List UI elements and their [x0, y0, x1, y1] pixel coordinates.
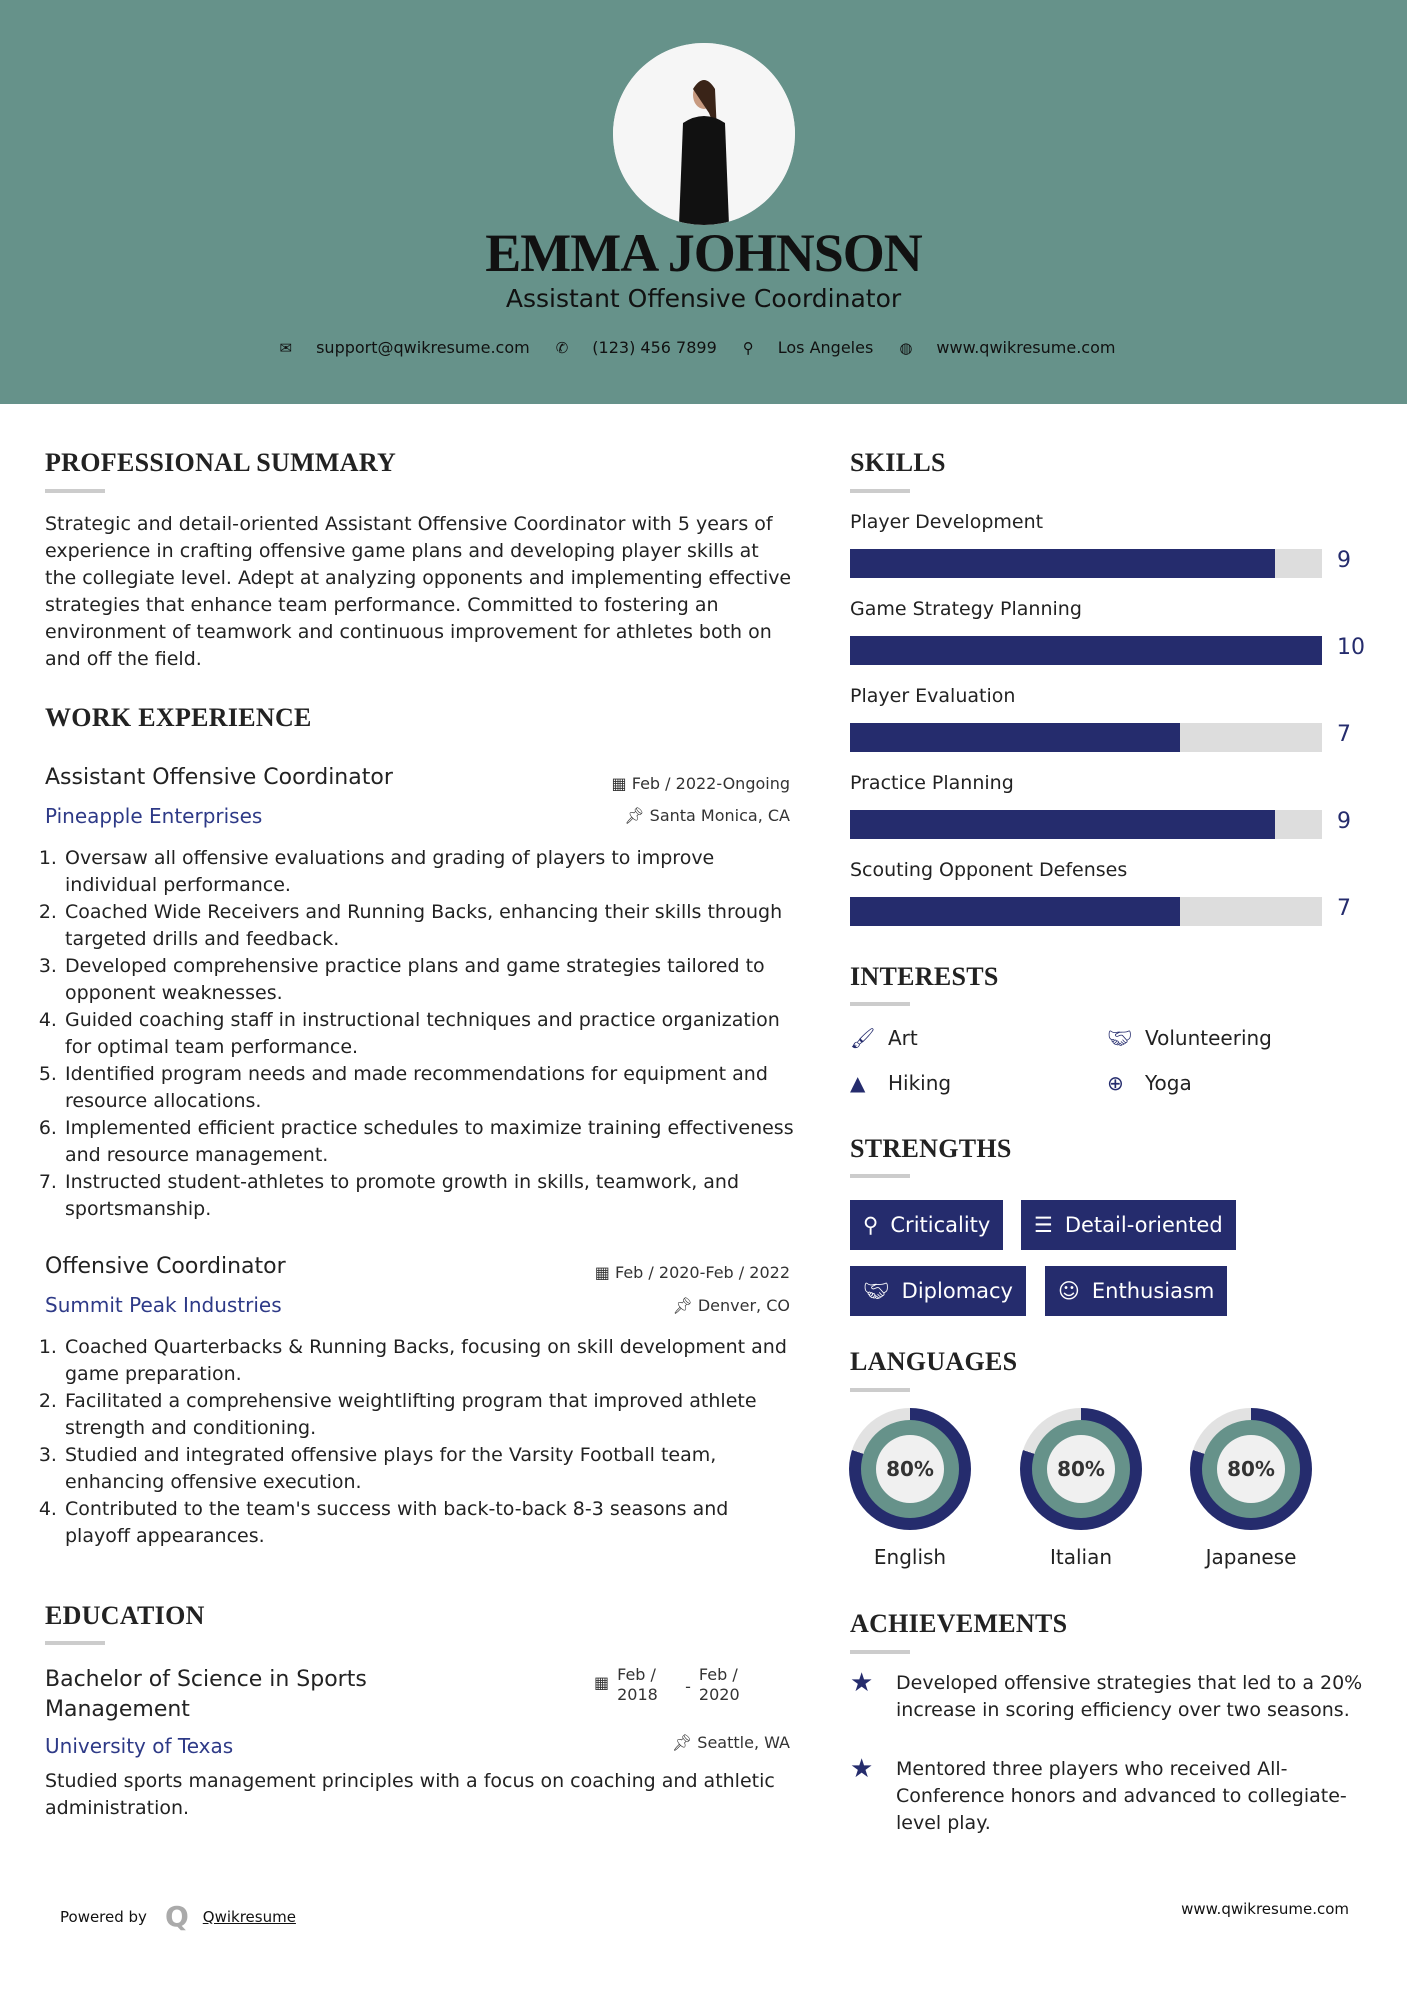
school-name: University of Texas — [45, 1734, 234, 1758]
interest-label: Volunteering — [1145, 1026, 1272, 1050]
skill-value: 10 — [1337, 635, 1365, 660]
languages-heading: LANGUAGES — [850, 1347, 1018, 1376]
lifebuoy-icon: ⊕ — [1107, 1071, 1124, 1095]
achievement-item — [850, 1670, 1370, 1724]
contact-bar — [0, 338, 1407, 357]
skill-bar — [850, 636, 1322, 665]
calendar-icon: ▦ — [594, 1263, 615, 1282]
job-bullets — [45, 845, 795, 1223]
language-label: Japanese — [1205, 1545, 1297, 1569]
list-item: 1. Coached Quarterbacks & Running Backs, focusing on skill development and game preparation. — [63, 1334, 795, 1388]
skill-bar — [850, 723, 1322, 752]
list-item: 2. Coached Wide Receivers and Running Backs, enhancing their skills through targeted drills and feedback. — [63, 899, 795, 953]
interest-item — [850, 1071, 951, 1095]
heading-underline — [45, 1641, 105, 1645]
list-item: 6. Implemented efficient practice schedules to maximize training effectiveness and resource management. — [63, 1115, 795, 1169]
list-item: 4. Contributed to the team's success with back-to-back 8-3 seasons and playoff appearances. — [63, 1496, 795, 1550]
skill-bar — [850, 897, 1322, 926]
pin-icon: 📌︎ — [671, 1733, 698, 1752]
skill-label: Player Development — [850, 511, 1044, 533]
contact-location: Los Angeles — [777, 338, 874, 357]
map-marker-icon: ⚲ — [742, 338, 754, 357]
contact-email[interactable]: support@qwikresume.com — [316, 338, 530, 357]
star-icon: ★ — [850, 1754, 874, 1784]
summary-text: Strategic and detail-oriented Assistant Offensive Coordinator with 5 years of experience in crafting offensive game plans and developing player skills at the collegiate level. Adept at analyzing opponents and implementing effective strategies that enhance team performance. Committed to fostering an environment of teamwork and continuous improvement for athletes both on and off the field. — [45, 513, 792, 670]
job-location: 📌︎ Santa Monica, CA — [624, 806, 790, 825]
skill-label: Practice Planning — [850, 772, 1014, 794]
tree-icon: ▲ — [850, 1071, 866, 1095]
language-percent: 80% — [1047, 1435, 1115, 1503]
skill-bar-fill — [850, 723, 1180, 752]
skills-heading: SKILLS — [850, 448, 946, 477]
strengths-heading: STRENGTHS — [850, 1134, 1012, 1163]
handshake-icon: 🤝︎ — [1107, 1026, 1133, 1050]
footer-branding — [60, 1900, 296, 1933]
language-donut — [1020, 1408, 1142, 1530]
skill-value: 9 — [1337, 809, 1351, 834]
language-percent: 80% — [1217, 1435, 1285, 1503]
interest-item — [1107, 1071, 1192, 1095]
skill-value: 7 — [1337, 722, 1351, 747]
language-donut — [1190, 1408, 1312, 1530]
job-bullets — [45, 1334, 795, 1550]
summary-heading: PROFESSIONAL SUMMARY — [45, 448, 397, 477]
language-percent: 80% — [876, 1435, 944, 1503]
strength-label: Detail-oriented — [1064, 1213, 1223, 1237]
education-end: Feb / 2020 — [698, 1665, 740, 1704]
heading-underline — [45, 489, 105, 493]
achievements-heading: ACHIEVEMENTS — [850, 1609, 1068, 1638]
list-icon: ☰ — [1034, 1213, 1053, 1237]
strength-chip — [1045, 1266, 1227, 1316]
experience-heading: WORK EXPERIENCE — [45, 703, 312, 732]
skill-bar-fill — [850, 810, 1275, 839]
heading-underline — [850, 1388, 910, 1392]
resume-header — [0, 0, 1407, 404]
list-item: 1. Oversaw all offensive evaluations and grading of players to improve individual performance. — [63, 845, 795, 899]
interests-heading: INTERESTS — [850, 962, 999, 991]
job-title: Offensive Coordinator — [45, 1254, 286, 1279]
company-name: Summit Peak Industries — [45, 1293, 282, 1317]
calendar-icon: ▦ — [611, 774, 632, 793]
skill-label: Scouting Opponent Defenses — [850, 859, 1128, 881]
education-heading: EDUCATION — [45, 1601, 205, 1630]
company-name: Pineapple Enterprises — [45, 804, 263, 828]
skill-label: Game Strategy Planning — [850, 598, 1082, 620]
handshake-icon: 🤝︎ — [863, 1278, 890, 1303]
job-title: Assistant Offensive Coordinator — [45, 765, 393, 790]
heading-underline — [850, 1002, 910, 1006]
envelope-icon: ✉ — [279, 338, 293, 357]
interest-item — [850, 1026, 918, 1050]
contact-phone[interactable]: (123) 456 7899 — [592, 338, 717, 357]
footer-site-link[interactable]: www.qwikresume.com — [1181, 1900, 1349, 1918]
skill-bar — [850, 549, 1322, 578]
date-separator: - — [685, 1677, 691, 1696]
contact-website[interactable]: www.qwikresume.com — [936, 338, 1116, 357]
strength-chip — [850, 1200, 1003, 1250]
language-label: English — [873, 1545, 947, 1569]
job-dates: ▦ Feb / 2022-Ongoing — [611, 774, 790, 793]
heading-underline — [850, 489, 910, 493]
education-text: Studied sports management principles with a focus on coaching and athletic administration. — [45, 1770, 775, 1819]
skill-value: 7 — [1337, 896, 1351, 921]
skill-bar-fill — [850, 549, 1275, 578]
globe-icon: ◍ — [899, 338, 913, 357]
list-item: 3. Studied and integrated offensive plays for the Varsity Football team, enhancing offensive execution. — [63, 1442, 795, 1496]
paintbrush-icon: 🖌︎ — [850, 1026, 876, 1050]
education-dates — [594, 1665, 759, 1705]
strength-chip — [850, 1266, 1026, 1316]
interest-label: Yoga — [1145, 1071, 1192, 1095]
education-location: 📌︎ Seattle, WA — [671, 1733, 790, 1752]
interest-item — [1107, 1026, 1272, 1050]
candidate-name: EMMA JOHNSON — [485, 223, 922, 283]
list-item: 3. Developed comprehensive practice plans and game strategies tailored to opponent weaknesses. — [63, 953, 795, 1007]
search-icon: ⚲ — [863, 1213, 879, 1237]
pin-icon: 📌︎ — [624, 806, 650, 825]
strength-chip — [1021, 1200, 1236, 1250]
interest-label: Hiking — [888, 1071, 952, 1095]
degree: Bachelor of Science in Sports Management — [45, 1667, 367, 1722]
interest-label: Art — [888, 1026, 918, 1050]
phone-icon: ✆ — [555, 338, 569, 357]
job-dates: ▦ Feb / 2020-Feb / 2022 — [594, 1263, 790, 1282]
skill-value: 9 — [1337, 548, 1351, 573]
strength-label: Enthusiasm — [1091, 1279, 1215, 1303]
skill-bar — [850, 810, 1322, 839]
candidate-title: Assistant Offensive Coordinator — [505, 284, 902, 313]
heading-underline — [850, 1174, 910, 1178]
qwikresume-logo-icon: Q — [164, 1900, 189, 1933]
language-label: Italian — [1049, 1545, 1113, 1569]
smile-icon: ☺ — [1058, 1279, 1080, 1303]
list-item: 5. Identified program needs and made recommendations for equipment and resource allocations. — [63, 1061, 795, 1115]
profile-photo — [613, 43, 795, 225]
skill-bar-fill — [850, 636, 1322, 665]
heading-underline — [850, 1650, 910, 1654]
calendar-icon: ▦ — [594, 1673, 610, 1692]
powered-by-label: Powered by — [60, 1907, 147, 1926]
education-start: Feb / 2018 — [617, 1665, 658, 1704]
job-location: 📌︎ Denver, CO — [672, 1296, 790, 1315]
brand-link[interactable]: Qwikresume — [202, 1907, 296, 1926]
skill-bar-fill — [850, 897, 1180, 926]
list-item: 2. Facilitated a comprehensive weightlifting program that improved athlete strength and conditioning. — [63, 1388, 795, 1442]
list-item: 7. Instructed student-athletes to promote growth in skills, teamwork, and sportsmanship. — [63, 1169, 795, 1223]
pin-icon: 📌︎ — [672, 1296, 698, 1315]
achievement-text: Mentored three players who received All-Conference honors and advanced to collegiate-level play. — [896, 1758, 1347, 1834]
list-item: 4. Guided coaching staff in instructional techniques and practice organization for optimal team performance. — [63, 1007, 795, 1061]
star-icon: ★ — [850, 1668, 874, 1698]
achievement-item — [850, 1756, 1370, 1837]
achievement-text: Developed offensive strategies that led to a 20% increase in scoring efficiency over two seasons. — [896, 1672, 1363, 1721]
strength-label: Diplomacy — [901, 1279, 1013, 1303]
skill-label: Player Evaluation — [850, 685, 1016, 707]
strength-label: Criticality — [890, 1213, 991, 1237]
language-donut — [849, 1408, 971, 1530]
